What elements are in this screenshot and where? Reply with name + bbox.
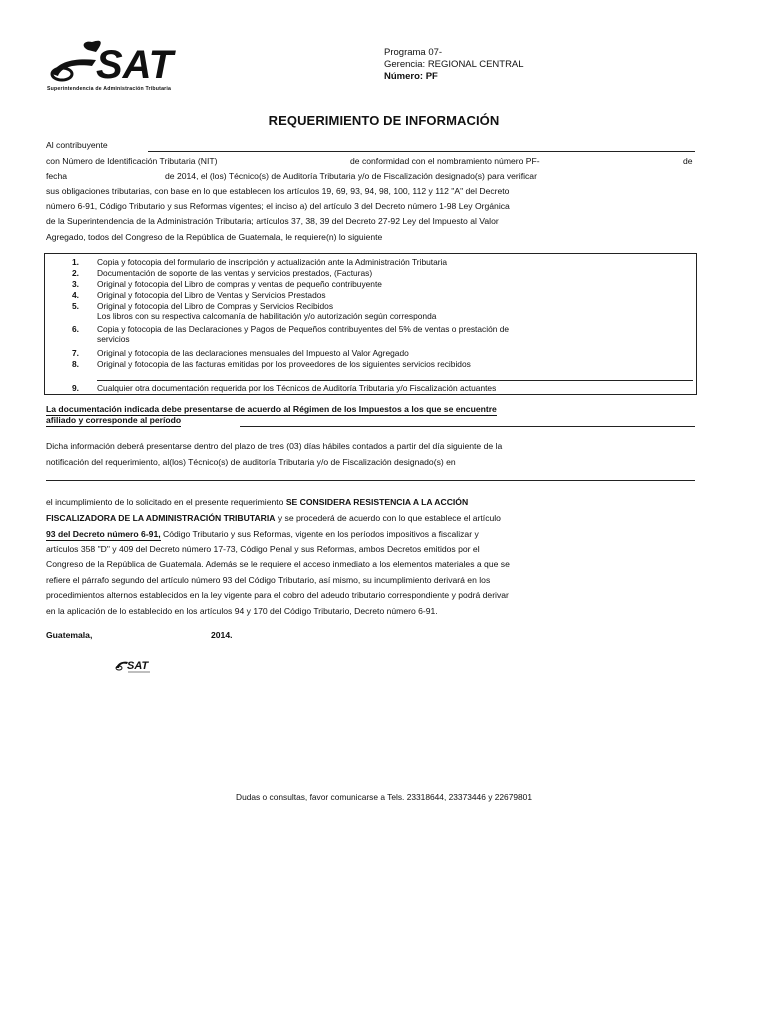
- contact-footer: Dudas o consultas, favor comunicarse a Tels. 23318644, 23373446 y 22679801: [236, 792, 532, 802]
- warning-line-5: Congreso de la República de Guatemala. Además se le requiere el acceso inmediato a los elementos materiales a que se: [46, 559, 510, 569]
- intro-line-1: Al contribuyente: [46, 140, 108, 150]
- header-info: [384, 47, 524, 83]
- location-blank: [46, 480, 695, 481]
- intro-line-5: número 6-91, Código Tributario y sus Reformas vigentes; el inciso a) del artículo 3 del Decreto número 1-98 Ley Orgánica: [46, 201, 510, 211]
- warning-line-1: el incumplimiento de lo solicitado en el presente requerimiento SE CONSIDERA RESISTENCIA A LA ACCIÓN: [46, 497, 469, 507]
- sat-stamp-icon: [114, 656, 158, 674]
- deadline-line-1: Dicha información deberá presentarse dentro del plazo de tres (03) días hábiles contados a partir del día siguiente de la: [46, 441, 503, 451]
- gerencia-label: Gerencia: REGIONAL CENTRAL: [384, 59, 524, 70]
- services-blank: [97, 380, 693, 381]
- closing-place: Guatemala,: [46, 630, 93, 640]
- intro-line-4: sus obligaciones tributarias, con base en lo que establecen los artículos 19, 69, 93, 94, 98, 100, 112 y 112 "A" del Decreto: [46, 186, 510, 196]
- period-blank: [240, 426, 695, 427]
- regime-line-1: La documentación indicada debe presentarse de acuerdo al Régimen de los Impuestos a los que se encuentre: [46, 404, 497, 414]
- closing-year: 2014.: [211, 630, 233, 640]
- intro-line-3b: de 2014, el (los) Técnico(s) de Auditoría Tributaria y/o de Fiscalización designado(s) para verificar: [165, 171, 537, 181]
- stamp-text: SAT: [127, 660, 149, 672]
- intro-line-2a: con Número de Identificación Tributaria (NIT): [46, 156, 218, 166]
- warning-line-6: refiere el párrafo segundo del artículo número 93 del Código Tributario, así mismo, su incumplimiento derivará en los: [46, 575, 491, 585]
- warning-line-4: artículos 358 "D" y 409 del Decreto número 17-73, Código Penal y sus Reformas, ambos Decretos emitidos por el: [46, 544, 480, 554]
- intro-line-6: de la Superintendencia de la Administración Tributaria; artículos 37, 38, 39 del Decreto 27-92 Ley del Impuesto al Valor: [46, 216, 499, 226]
- program-label: Programa 07-: [384, 47, 443, 58]
- intro-line-2c: de: [683, 156, 693, 166]
- requirements-box: 1. Copia y fotocopia del formulario de inscripción y actualización ante la Administración Tributaria 2. Documentación de soporte de las ventas y servicios prestados, (Facturas) 3. Original y fotocopia del Libro de compras y ventas de pequeño contribuyente 4. Original y fotocopia del Libro de Ventas y Servicios Prestados 5. Original y fotocopia del Libro de Compras y Servicios Recibidos Los libros con su respectiva calcomanía de habilitación y/o autorización según corresponda 6. Copia y fotocopia de las Declaraciones y Pagos de Pequeños contribuyentes del 5% de ventas o prestación de servicios 7. Original y fotocopia de las declaraciones mensuales del Impuesto al Valor Agregado 8. Original y fotocopia de las facturas emitidas por los proveedores de los siguientes servicios recibidos 9. Cualquier otra documentación requerida por los Técnicos de Auditoría Tributaria y/o Fiscalización actuantes: [44, 253, 697, 395]
- intro-line-3a: fecha: [46, 171, 68, 181]
- intro-line-7: Agregado, todos del Congreso de la República de Guatemala, le requiere(n) lo siguiente: [46, 232, 383, 242]
- warning-line-8: en la aplicación de lo establecido en los artículos 94 y 170 del Código Tributario, Decreto número 6-91.: [46, 606, 438, 616]
- warning-line-3: 93 del Decreto número 6-91, Código Tributario y sus Reformas, vigente en los períodos impositivos a fiscalizar y: [46, 529, 479, 539]
- logo-subtitle: Superintendencia de Administración Tributaria: [47, 86, 172, 92]
- contributor-blank: [148, 151, 695, 152]
- deadline-line-2: notificación del requerimiento, al(los) Técnico(s) de auditoría Tributaria y/o de Fiscalización designado(s) en: [46, 457, 456, 467]
- regime-line-2: afiliado y corresponde al período: [46, 415, 182, 425]
- numero-label: Número: PF: [384, 71, 438, 82]
- intro-line-2b: de conformidad con el nombramiento número PF-: [350, 156, 540, 166]
- warning-line-7: procedimientos alternos establecidos en la ley vigente para el cobro del adeudo tributario correspondiente y podrá derivar: [46, 590, 509, 600]
- document-title: REQUERIMIENTO DE INFORMACIÓN: [268, 113, 500, 128]
- warning-line-2: FISCALIZADORA DE LA ADMINISTRACIÓN TRIBUTARIA y se procederá de acuerdo con lo que establece el artículo: [46, 513, 501, 523]
- logo-text: SAT: [96, 43, 174, 87]
